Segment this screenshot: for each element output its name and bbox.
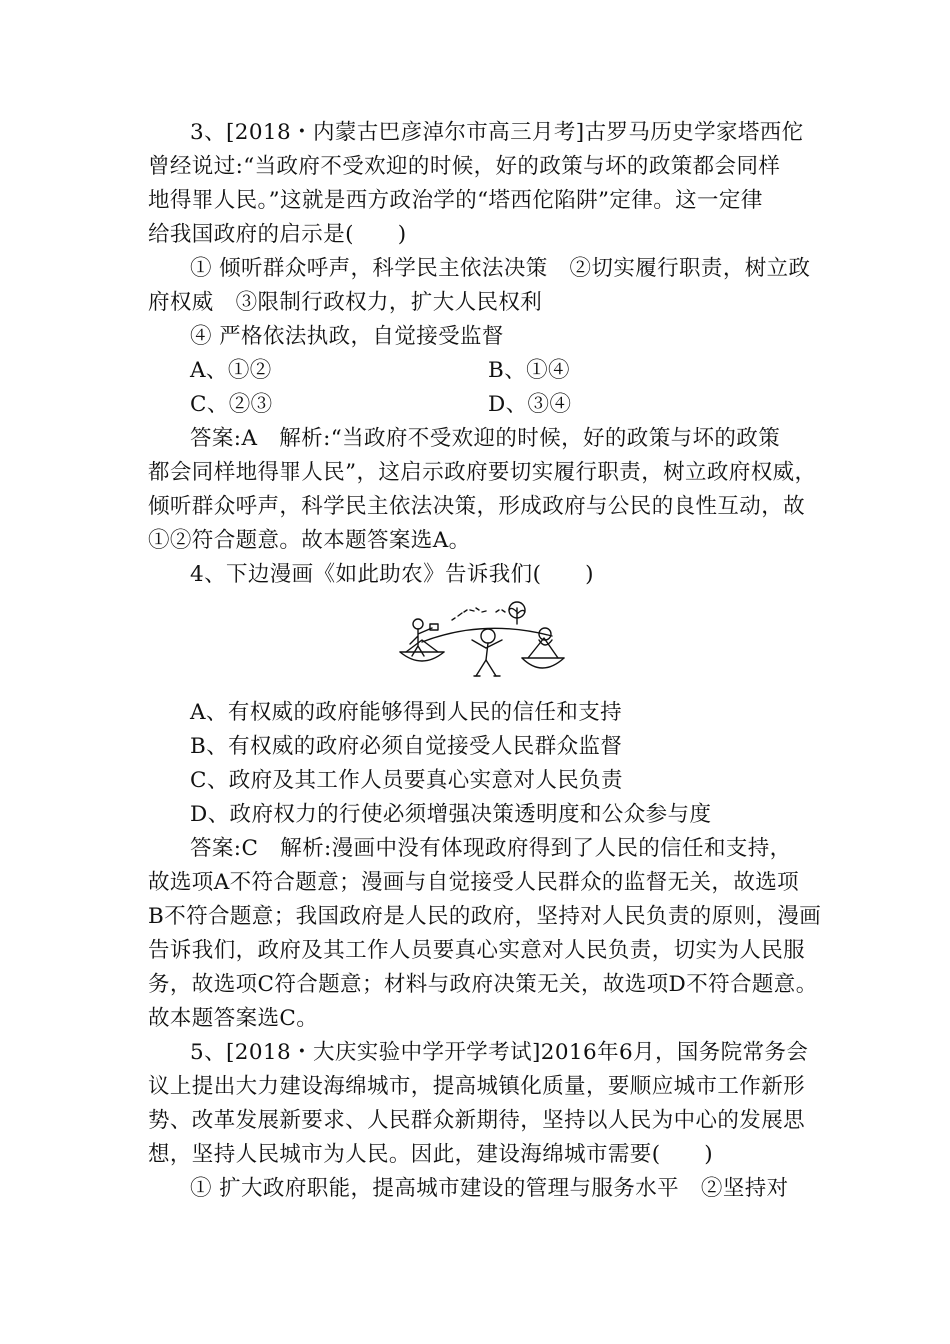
q3-stem-line-1: 3、[2018・内蒙古巴彦淖尔市高三月考]古罗马历史学家塔西佗 [190, 120, 804, 145]
q3-stem-line-2: 曾经说过:“当政府不受欢迎的时候，好的政策与坏的政策都会同样 [148, 154, 781, 179]
q4-answer-line-4: 告诉我们，政府及其工作人员要真心实意对人民负责，切实为人民服 [148, 938, 806, 963]
q4-answer-line-2: 故选项A不符合题意；漫画与自觉接受人民群众的监督无关，故选项 [148, 870, 800, 895]
q3-option-a: A、①② [190, 358, 272, 383]
q3-stem-line-4: 给我国政府的启示是( ) [148, 222, 407, 247]
q3-option-c: C、②③ [190, 392, 273, 417]
q4-answer-line-1: 答案:C 解析:漫画中没有体现政府得到了人民的信任和支持， [190, 836, 792, 861]
q5-statement-line-1: ① 扩大政府职能，提高城市建设的管理与服务水平 ②坚持对 [190, 1176, 789, 1201]
q3-statement-line-1: ① 倾听群众呼声，科学民主依法决策 ②切实履行职责，树立政 [190, 256, 811, 281]
q4-stem: 4、下边漫画《如此助农》告诉我们( ) [190, 562, 594, 587]
q3-statement-line-3: ④ 严格依法执政，自觉接受监督 [190, 324, 504, 349]
q3-answer-line-3: 倾听群众呼声，科学民主依法决策，形成政府与公民的良性互动，故 [148, 494, 806, 519]
q3-option-b: B、①④ [488, 358, 570, 383]
q3-answer-line-1: 答案:A 解析:“当政府不受欢迎的时候，好的政策与坏的政策 [190, 426, 781, 451]
q3-answer-line-2: 都会同样地得罪人民”，这启示政府要切实履行职责，树立政府权威， [148, 460, 817, 485]
q5-stem-line-2: 议上提出大力建设海绵城市，提高城镇化质量，要顺应城市工作新形 [148, 1074, 806, 1099]
q4-option-c: C、政府及其工作人员要真心实意对人民负责 [190, 768, 623, 793]
q5-stem-line-1: 5、[2018・大庆实验中学开学考试]2016年6月，国务院常务会 [190, 1040, 809, 1065]
cartoon-image [392, 600, 577, 680]
q4-option-d: D、政府权力的行使必须增强决策透明度和公众参与度 [190, 802, 712, 827]
q5-stem-line-3: 势、改革发展新要求、人民群众新期待，坚持以人民为中心的发展思 [148, 1108, 806, 1133]
q3-stem-line-3: 地得罪人民。”这就是西方政治学的“塔西佗陷阱”定律。这一定律 [148, 188, 763, 213]
q5-stem-line-4: 想，坚持人民城市为人民。因此，建设海绵城市需要( ) [148, 1142, 714, 1167]
q3-answer-line-4: ①②符合题意。故本题答案选A。 [148, 528, 471, 553]
q4-option-a: A、有权威的政府能够得到人民的信任和支持 [190, 700, 623, 725]
q4-answer-line-5: 务，故选项C符合题意；材料与政府决策无关，故选项D不符合题意。 [148, 972, 818, 997]
q4-option-b: B、有权威的政府必须自觉接受人民群众监督 [190, 734, 623, 759]
q3-statement-line-2: 府权威 ③限制行政权力，扩大人民权利 [148, 290, 543, 315]
q4-answer-line-3: B不符合题意；我国政府是人民的政府，坚持对人民负责的原则，漫画 [148, 904, 822, 929]
q3-option-d: D、③④ [488, 392, 572, 417]
q4-answer-line-6: 故本题答案选C。 [148, 1006, 319, 1031]
